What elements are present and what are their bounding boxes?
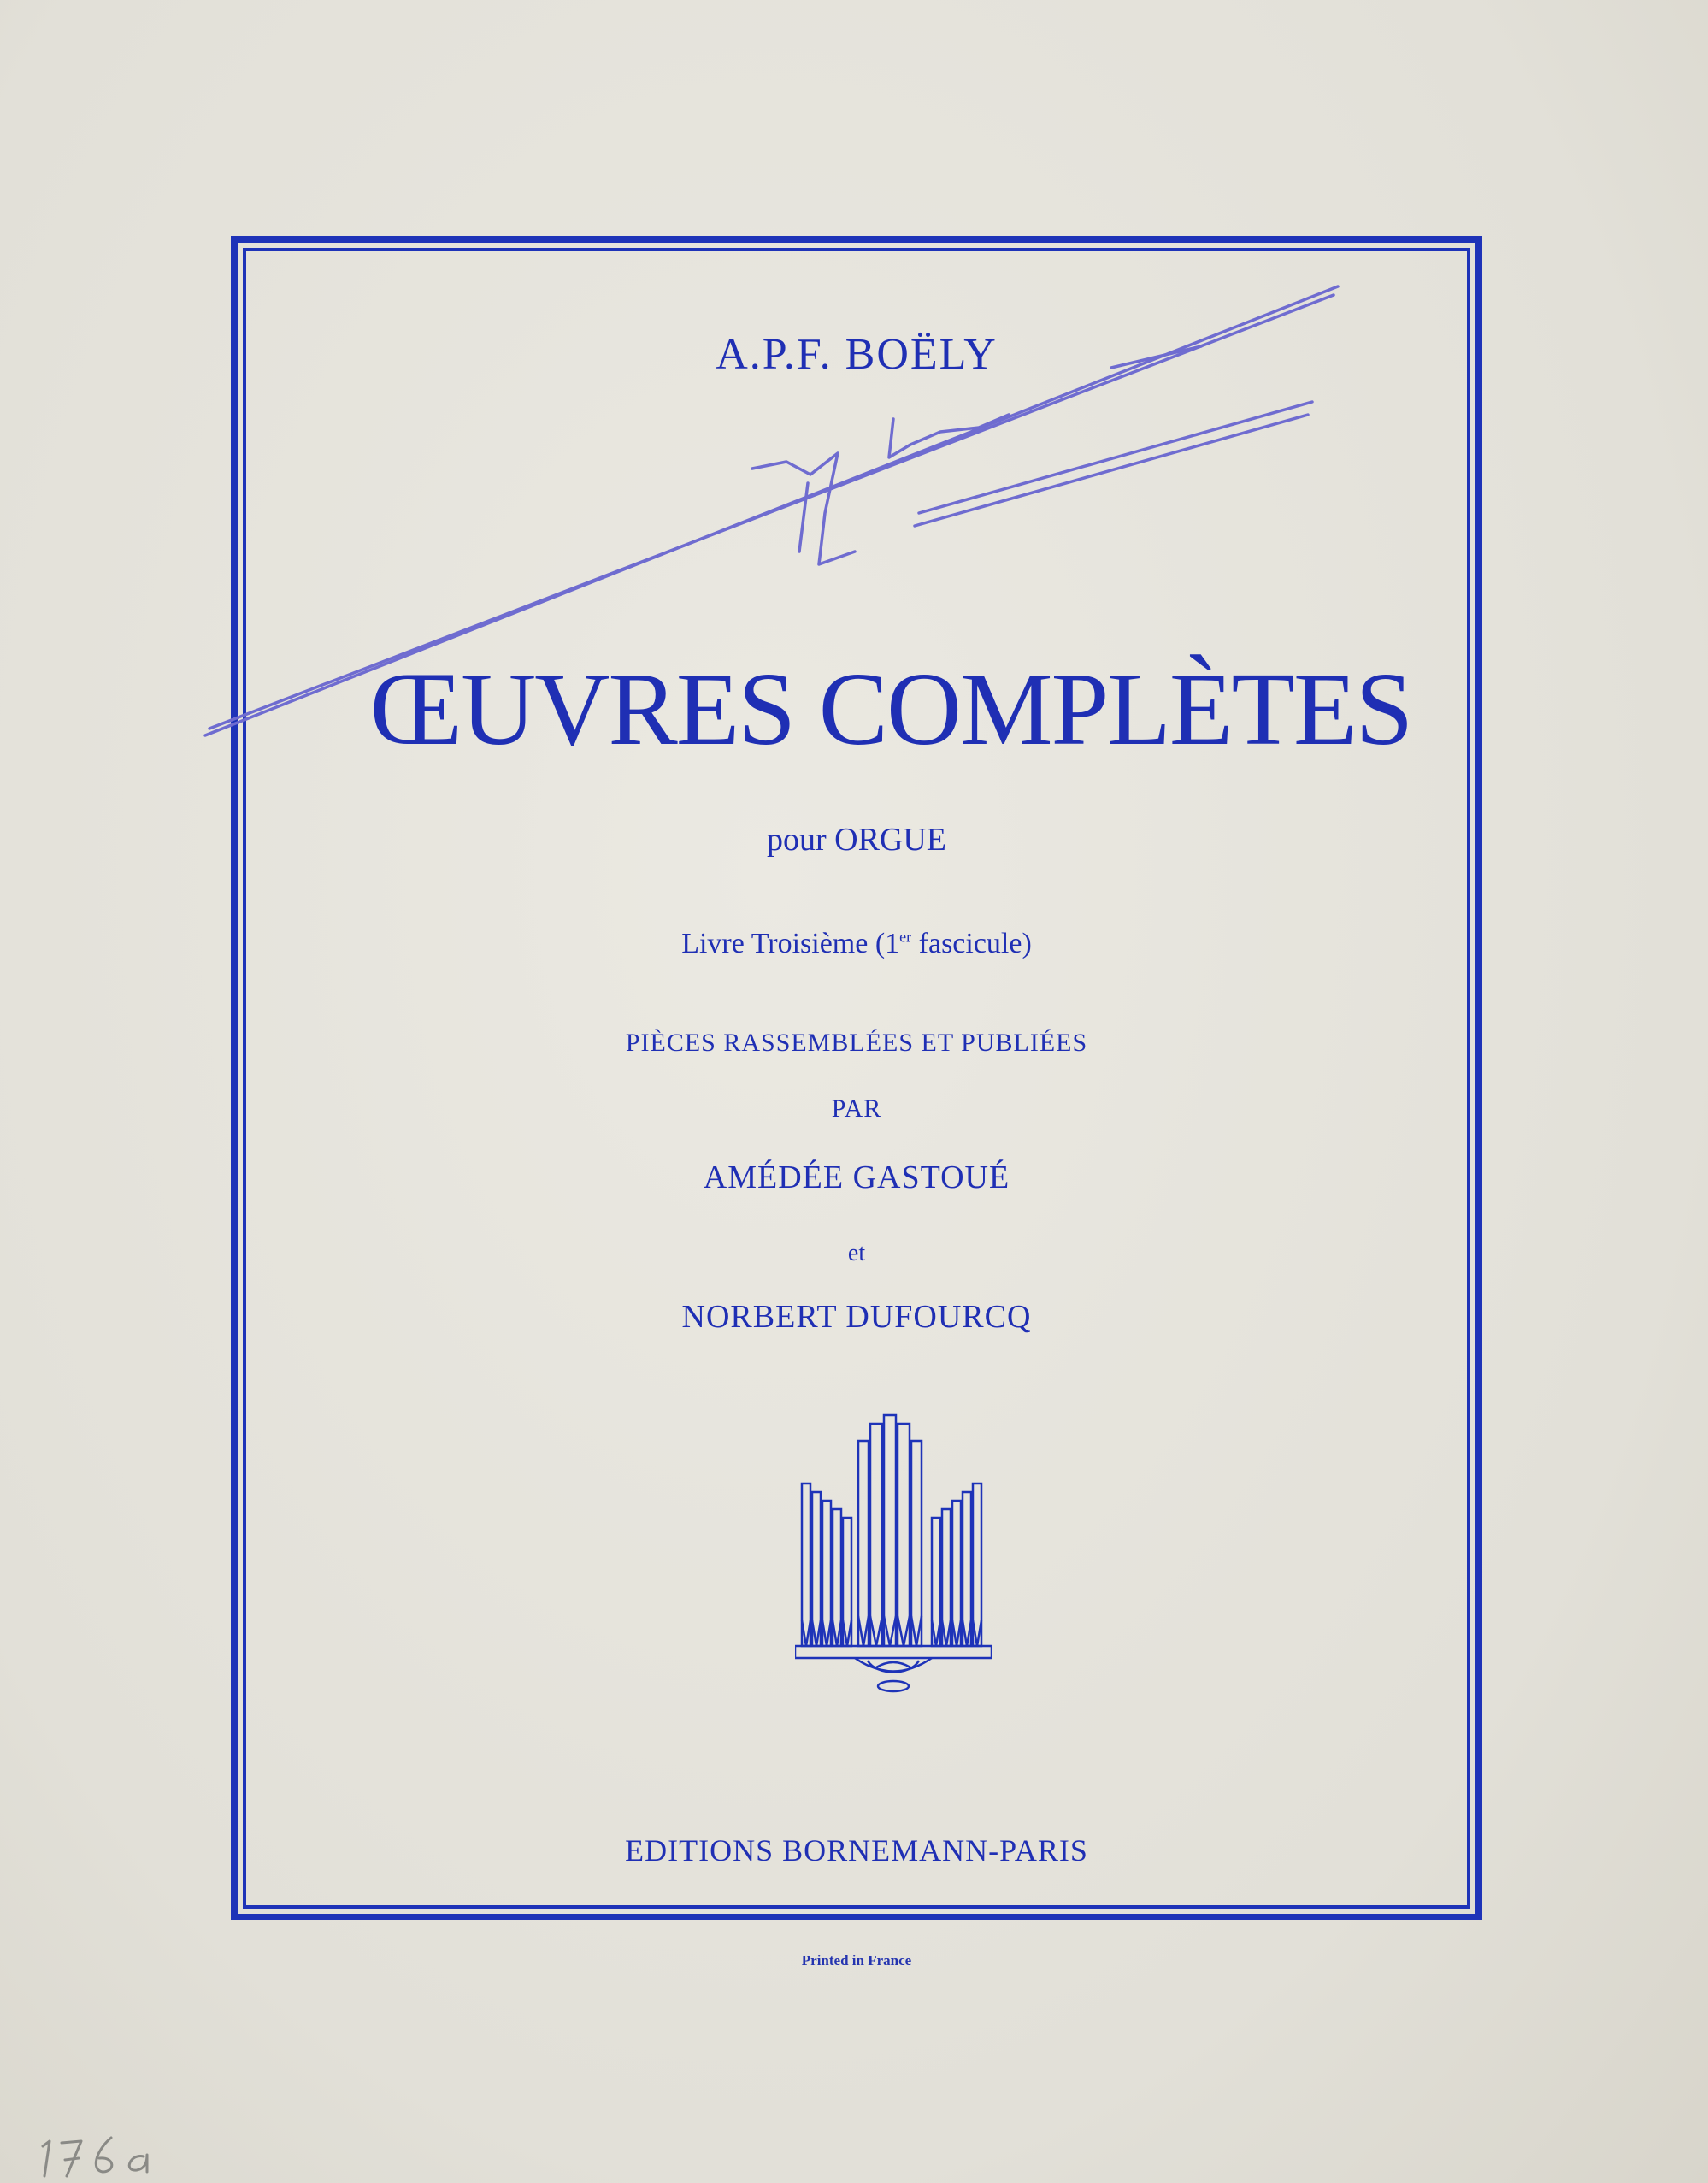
editor-2: NORBERT DUFOURCQ: [681, 1299, 1032, 1335]
par-line: PAR: [831, 1094, 882, 1123]
conjunction: et: [847, 1240, 866, 1266]
pieces-line: PIÈCES RASSEMBLÉES ET PUBLIÉES: [625, 1029, 1088, 1057]
printed-note: Printed in France: [801, 1952, 912, 1968]
editor-1: AMÉDÉE GASTOUÉ: [703, 1159, 1010, 1195]
book-suffix: fascicule): [911, 928, 1032, 959]
instrument-line: pour ORGUE: [766, 822, 947, 858]
book-prefix: Livre Troisième (1: [681, 928, 900, 959]
page-title: ŒUVRES COMPLÈTES: [369, 652, 1412, 767]
book-superscript: er: [899, 928, 912, 946]
publisher-line: EDITIONS BORNEMANN-PARIS: [625, 1833, 1088, 1867]
catalog-note: [34, 2129, 171, 2180]
author-name: A.P.F. BOËLY: [716, 330, 998, 379]
